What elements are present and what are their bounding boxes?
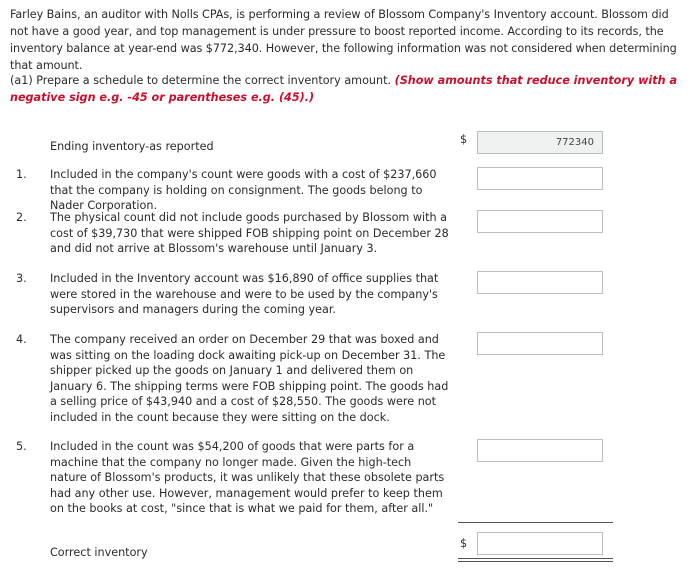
ending-inventory-label: Ending inventory-as reported bbox=[50, 140, 214, 153]
item-3-adjustment-input[interactable] bbox=[477, 271, 603, 294]
item-number: 2. bbox=[16, 211, 27, 224]
double-rule-bottom bbox=[458, 561, 613, 562]
problem-intro: Farley Bains, an auditor with Nolls CPAs, is performing a review of Blossom Company's Inventory account. Blossom did not have a good year, and top management is under pressure to boost reported income. According to its records, the inventory balance at year-end was $772,340. However, the following information was not considered when determining that amount. bbox=[10, 8, 677, 72]
item-4-adjustment-input[interactable] bbox=[477, 332, 603, 355]
item-number: 1. bbox=[16, 168, 27, 181]
item-description: Included in the company's count were goods with a cost of $237,660 that the company is holding on consignment. The goods belong to Nader Corporation. bbox=[50, 168, 437, 213]
item-number: 3. bbox=[16, 272, 27, 285]
ending-inventory-input[interactable] bbox=[477, 131, 603, 154]
question-label: (a1) Prepare a schedule to determine the correct inventory amount. bbox=[10, 74, 392, 87]
item-description: The company received an order on December 29 that was boxed and was sitting on the loading dock awaiting pick-up on December 31. The shipper picked up the goods on January 1 and delivered them on January 6. The shipping terms were FOB shipping point. The goods had a selling price of $43,940 and a cost of $28,550. The goods were not included in the count because they were sitting on the dock. bbox=[50, 333, 449, 424]
total-rule bbox=[458, 522, 613, 523]
item-description: The physical count did not include goods purchased by Blossom with a cost of $39,730 that were shipped FOB shipping point on December 28 and did not arrive at Blossom's warehouse until January 3. bbox=[50, 211, 449, 256]
item-number: 4. bbox=[16, 333, 27, 346]
item-5-adjustment-input[interactable] bbox=[477, 439, 603, 462]
double-rule-top bbox=[458, 558, 613, 559]
dollar-sign: $ bbox=[460, 133, 468, 146]
question-a1 bbox=[10, 72, 690, 106]
question-hint: (Show amounts that reduce inventory with a negative sign e.g. -45 or parentheses e.g. (45).) bbox=[10, 74, 677, 104]
dollar-sign: $ bbox=[460, 537, 468, 550]
item-description: Included in the count was $54,200 of goods that were parts for a machine that the company no longer made. Given the high-tech nature of Blossom's products, it was unlikely that these obsolete parts had any other use. However, management would prefer to keep them on the books at cost, "since that is what we paid for them, after all." bbox=[50, 440, 445, 516]
item-number: 5. bbox=[16, 440, 27, 453]
correct-inventory-input[interactable] bbox=[477, 532, 603, 555]
correct-inventory-label: Correct inventory bbox=[50, 546, 148, 559]
item-2-adjustment-input[interactable] bbox=[477, 210, 603, 233]
item-description: Included in the Inventory account was $16,890 of office supplies that were stored in the warehouse and were to be used by the company's supervisors and managers during the coming year. bbox=[50, 272, 439, 317]
item-1-adjustment-input[interactable] bbox=[477, 167, 603, 190]
